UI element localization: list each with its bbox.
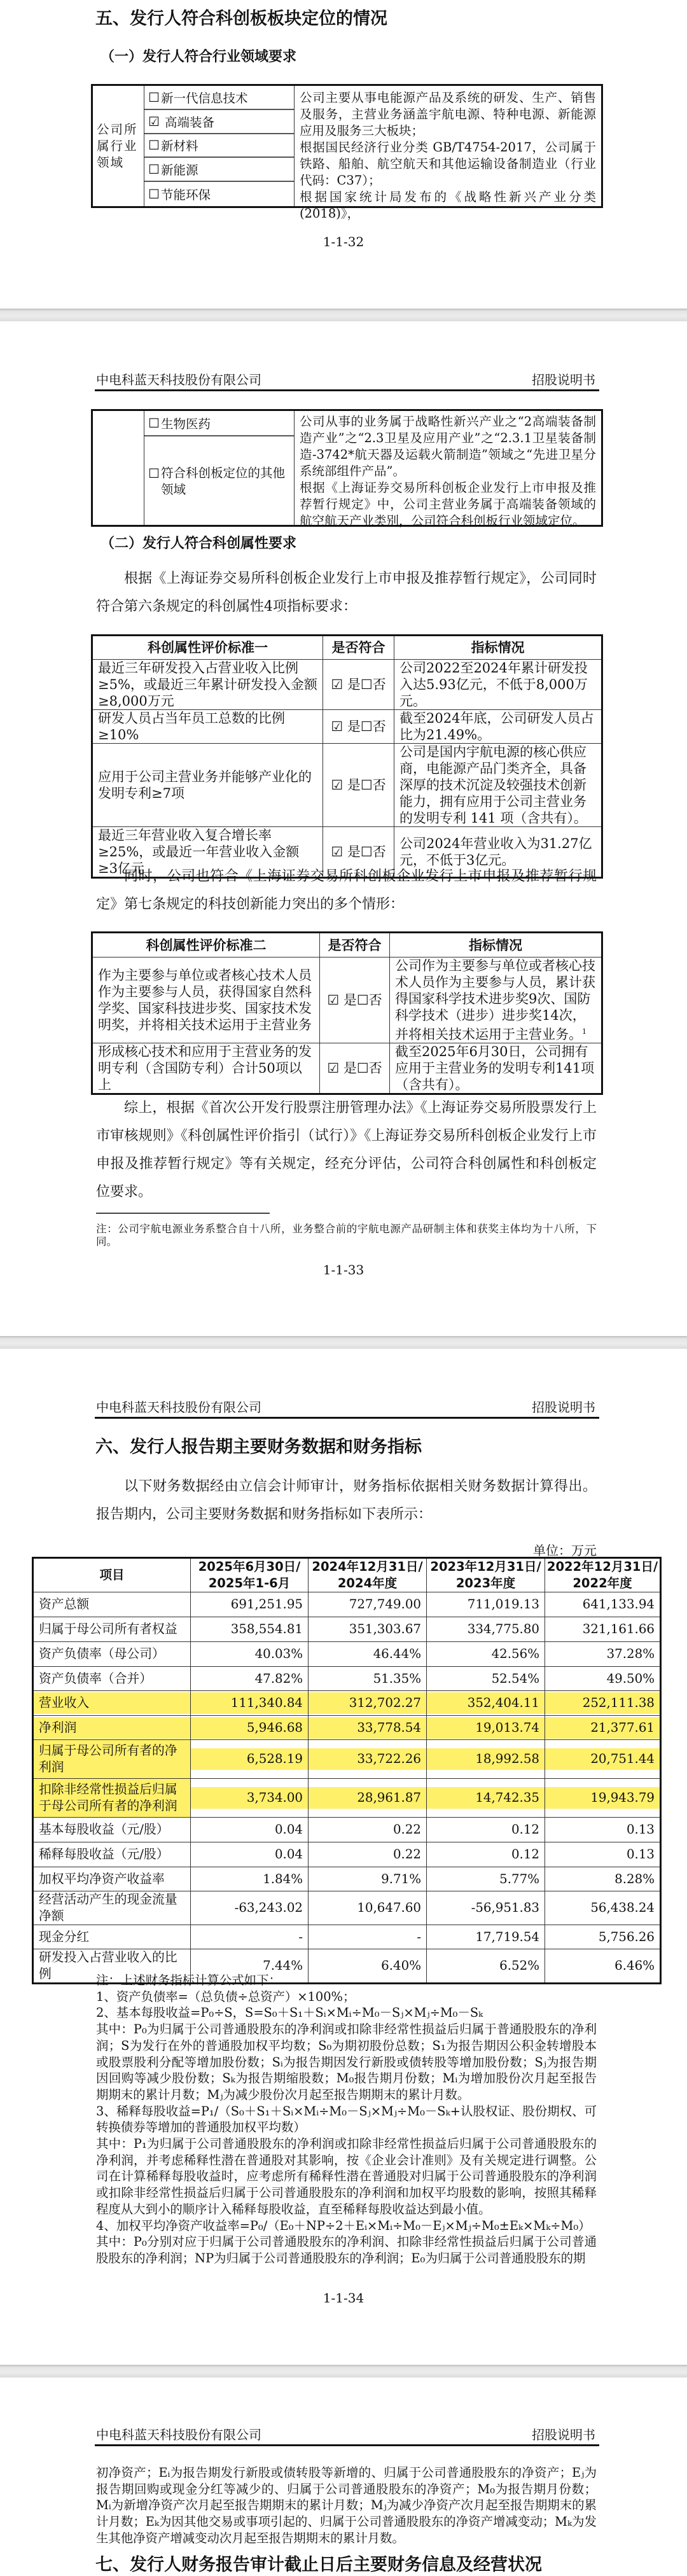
option-label: 新能源 — [160, 163, 198, 178]
value-cell — [191, 1617, 309, 1642]
table-row — [92, 957, 602, 1043]
value-text: 0.22 — [392, 1822, 421, 1837]
status: 截至2024年底，公司研发人员占比为21.49%。 — [394, 710, 602, 744]
value-cell — [545, 1642, 661, 1667]
value-text: 7.44% — [263, 1958, 303, 1973]
formula-note-line: 其中：P₁为归属于公司普通股股东的净利润或扣除非经常性损益后归属于公司普通股股东的净利润，并考虑稀释性潜在普通股对其影响，按《企业会计准则》及有关规定进行调整。公司在计算稀释每股收益时，应考虑所有稀释性潜在普通股对归属于公司普通股股东的净利润或扣除非经常性损益后归属于公司普通股股东的净利润和加权平均股数的影响，按照其稀释程度从大到小的顺序计入稀释每股收益，直至稀释每股收益达到最小值。 — [96, 2136, 597, 2217]
item-text: 加权平均净资产收益率 — [39, 1871, 165, 1886]
industry-option — [144, 86, 294, 110]
value-text: 3,734.00 — [191, 1787, 308, 1809]
value-cell — [191, 1716, 309, 1740]
no-label: 否 — [372, 844, 386, 860]
value-text: 352,404.11 — [427, 1692, 545, 1714]
row-label — [33, 1592, 191, 1617]
value-cell — [309, 1818, 427, 1842]
option-label: 新材料 — [160, 139, 198, 154]
checkbox-icon: ☐ — [360, 844, 373, 860]
status: 公司是国内宇航电源的核心供应商，电能源产品门类齐全，具备深厚的技术沉淀及较强技术创新能力，拥有应用于公司主营业务的发明专利 141 项（含共有）。 — [394, 744, 602, 827]
table-row — [92, 744, 602, 827]
row-label — [33, 1667, 191, 1691]
checkbox-checked-icon: ☑ — [327, 1061, 340, 1076]
table-row — [33, 1842, 661, 1867]
value-text: 49.50% — [606, 1671, 655, 1686]
industry-option — [144, 436, 294, 525]
intro-paragraph: 以下财务数据经由立信会计师审计，财务指标依据相关财务数据计算得出。报告期内，公司主要财务数据和财务指标如下表所示： — [96, 1479, 597, 1522]
value-cell — [309, 1867, 427, 1891]
page-separator — [0, 2365, 687, 2378]
industry-option — [144, 158, 294, 182]
value-text: 351,303.67 — [349, 1622, 421, 1636]
value-cell — [427, 1818, 545, 1842]
value-text: 711,019.13 — [467, 1597, 539, 1612]
table-row — [33, 1818, 661, 1842]
value-cell — [309, 1667, 427, 1691]
value-text: 641,133.94 — [582, 1597, 655, 1612]
value-text: 20,751.44 — [545, 1748, 660, 1770]
value-cell — [309, 1842, 427, 1867]
section-title-5: 五、发行人符合科创板板块定位的情况 — [95, 9, 387, 29]
header-line: 2025年1-6月 — [208, 1576, 291, 1591]
header-line: 2024年12月31日/ — [312, 1559, 423, 1574]
value-cell — [545, 1818, 661, 1842]
item-text: 资产负债率（母公司） — [39, 1647, 165, 1661]
compliance — [323, 660, 394, 710]
page-separator — [0, 1336, 687, 1349]
value-cell — [427, 1779, 545, 1818]
table-row — [92, 1043, 602, 1094]
description-paragraph: 公司主要从事电能源产品及系统的研发、生产、销售及服务，主营业务涵盖宇航电源、特种电源、新能源应用及服务三大板块； — [300, 90, 596, 138]
value-cell — [191, 1691, 309, 1716]
industry-description — [295, 86, 601, 221]
industry-row-label: 公司所属行业领域 — [93, 86, 144, 206]
value-text: -56,951.83 — [471, 1900, 539, 1915]
value-cell — [427, 1667, 545, 1691]
industry-option — [144, 134, 294, 158]
checkbox-icon: ☐ — [148, 415, 160, 431]
table-row — [33, 1667, 661, 1691]
yes-label: 是 — [347, 677, 361, 692]
value-cell — [545, 1740, 661, 1779]
page-number: 1-1-33 — [323, 1262, 364, 1278]
criterion: 作为主要参与单位或者核心技术人员作为主要参与人员，获得国家自然科学奖、国家科技进步奖、国家技术发明奖，并将相关技术运用于主营业务 — [92, 957, 320, 1043]
value-cell — [545, 1691, 661, 1716]
value-text: 691,251.95 — [230, 1597, 303, 1612]
table-row — [33, 1779, 661, 1818]
header-line: 2022年12月31日/ — [546, 1559, 658, 1574]
industry-options — [144, 86, 295, 206]
value-cell — [545, 1842, 661, 1867]
compliance — [323, 710, 394, 744]
section-title-7: 七、发行人财务报告审计截止日后主要财务信息及经营状况 — [95, 2555, 542, 2575]
row-label — [33, 1842, 191, 1867]
value-text: 28,961.87 — [309, 1787, 426, 1809]
column-header: 是否符合 — [323, 636, 394, 660]
header-doc-type: 招股说明书 — [532, 372, 595, 387]
page-number: 1-1-34 — [323, 2290, 364, 2306]
value-cell — [427, 1592, 545, 1617]
item-text: 稀释每股收益（元/股） — [39, 1847, 169, 1862]
yes-label: 是 — [343, 992, 357, 1008]
value-cell — [309, 1740, 427, 1779]
compliance — [320, 957, 390, 1043]
item-text: 研发投入占营业收入的比例 — [39, 1950, 177, 1981]
column-header: 科创属性评价标准一 — [92, 636, 323, 660]
industry-option — [144, 110, 294, 134]
value-text: 8.28% — [614, 1871, 655, 1886]
header-line: 2022年度 — [572, 1576, 632, 1591]
value-text: 51.35% — [373, 1671, 421, 1686]
value-cell — [427, 1740, 545, 1779]
value-text: 9.71% — [381, 1871, 421, 1886]
conclusion-paragraph: 综上，根据《首次公开发行股票注册管理办法》《上海证券交易所股票发行上市审核规则》《科创属性评价指引（试行）》《上海证券交易所科创板企业发行上市申报及推荐暂行规定》等有关规定，经充分评估，公司符合科创属性和科创板定位要求。 — [96, 1100, 597, 1200]
value-text: 6.40% — [381, 1958, 421, 1973]
column-header: 是否符合 — [320, 933, 390, 957]
checkbox-icon: ☐ — [148, 466, 160, 481]
value-text: 18,992.58 — [427, 1748, 545, 1770]
header-line: 2025年6月30日/ — [198, 1559, 301, 1574]
row-label — [33, 1818, 191, 1842]
criterion: 研发人员占当年员工总数的比例≥10% — [92, 710, 323, 744]
checkbox-icon: ☐ — [360, 719, 373, 734]
value-text: 10,647.60 — [357, 1900, 421, 1915]
header-line: 2023年度 — [455, 1576, 516, 1591]
checkbox-icon: ☐ — [360, 677, 373, 692]
no-label: 否 — [372, 777, 386, 793]
value-cell — [309, 1925, 427, 1949]
checkbox-icon: ☐ — [148, 137, 160, 153]
column-header — [33, 1558, 191, 1592]
value-text: 14,742.35 — [427, 1787, 545, 1809]
row-label — [33, 1716, 191, 1740]
option-label: 符合科创板定位的其他领域 — [160, 466, 285, 497]
value-cell — [309, 1691, 427, 1716]
value-cell — [191, 1740, 309, 1779]
industry-table-continued — [91, 409, 603, 527]
item-text: 资产负债率（合并） — [39, 1671, 153, 1686]
value-cell — [545, 1891, 661, 1925]
value-cell — [427, 1867, 545, 1891]
value-cell — [191, 1667, 309, 1691]
value-cell — [427, 1642, 545, 1667]
checkbox-icon: ☐ — [356, 1061, 369, 1076]
section-title-6: 六、发行人报告期主要财务数据和财务指标 — [95, 1437, 422, 1457]
formula-note-line: 3、稀释每股收益=P₁/（S₀＋S₁＋Sᵢ×Mᵢ÷M₀－Sⱼ×Mⱼ÷M₀－Sₖ+认股权证、股份期权、可转换债券等增加的普通股加权平均数） — [96, 2103, 597, 2135]
value-cell — [191, 1867, 309, 1891]
value-cell — [545, 1592, 661, 1617]
row-label — [33, 1691, 191, 1716]
value-cell — [191, 1642, 309, 1667]
subsection-title-attribute: （二）发行人符合科创属性要求 — [101, 536, 297, 552]
checkbox-checked-icon: ☑ — [331, 677, 344, 692]
footnote: 注：公司宇航电源业务系整合自十八所，业务整合前的宇航电源产品研制主体和获奖主体均为十八所，下同。 — [96, 1223, 597, 1248]
value-cell — [427, 1716, 545, 1740]
column-header — [545, 1558, 661, 1592]
value-text: 56,438.24 — [590, 1900, 655, 1915]
formula-note-line: 2、基本每股收益=P₀÷S，S=S₀＋S₁＋Sᵢ×Mᵢ÷M₀－Sⱼ×Mⱼ÷M₀－Sₖ — [96, 2005, 483, 2021]
column-header: 科创属性评价标准二 — [92, 933, 320, 957]
value-cell — [545, 1779, 661, 1818]
value-cell — [191, 1779, 309, 1818]
formula-note-line: 其中：P₀分别对应于归属于公司普通股股东的净利润、扣除非经常性损益后归属于公司普通股股东的净利润；NP为归属于公司普通股股东的净利润；E₀为归属于公司普通股股东的期 — [96, 2234, 597, 2266]
header-doc-type: 招股说明书 — [532, 2427, 595, 2442]
table-row — [33, 1891, 661, 1925]
checkbox-checked-icon: ☑ — [148, 113, 160, 129]
value-text: 37.28% — [606, 1647, 655, 1661]
value-text: 5,946.68 — [191, 1717, 308, 1739]
value-text: 321,161.66 — [582, 1622, 655, 1636]
value-text: 33,722.26 — [309, 1748, 426, 1770]
column-header — [427, 1558, 545, 1592]
value-text: -63,243.02 — [234, 1900, 303, 1915]
standard1-table — [91, 634, 603, 879]
page-separator — [0, 309, 687, 321]
table-row — [33, 1867, 661, 1891]
value-cell — [191, 1842, 309, 1867]
column-header: 指标情况 — [390, 933, 602, 957]
table-header-row — [33, 1558, 661, 1592]
value-text: - — [417, 1929, 421, 1944]
status: 截至2025年6月30日，公司拥有应用于主营业务的发明专利141项（含共有）。 — [390, 1043, 602, 1094]
no-label: 否 — [372, 677, 386, 692]
value-text: 19,943.79 — [545, 1787, 660, 1809]
table-row — [33, 1925, 661, 1949]
value-text: 19,013.74 — [427, 1717, 545, 1739]
page-header — [95, 372, 599, 391]
criterion: 最近三年研发投入占营业收入比例≥5%，或最近三年累计研发投入金额≥8,000万元 — [92, 660, 323, 710]
value-text: 0.22 — [392, 1847, 421, 1862]
value-text: 46.44% — [373, 1647, 421, 1661]
value-cell — [191, 1818, 309, 1842]
value-cell — [545, 1617, 661, 1642]
checkbox-checked-icon: ☑ — [331, 844, 344, 860]
value-cell — [427, 1891, 545, 1925]
row-label — [33, 1740, 191, 1779]
row-label — [33, 1779, 191, 1818]
value-cell — [427, 1691, 545, 1716]
header-company: 中电科蓝天科技股份有限公司 — [96, 2427, 261, 2442]
value-text: 33,778.54 — [309, 1717, 426, 1739]
header-line: 2023年12月31日/ — [430, 1559, 541, 1574]
value-cell — [545, 1925, 661, 1949]
value-text: 0.12 — [511, 1822, 539, 1837]
table-row — [92, 710, 602, 744]
yes-label: 是 — [343, 1061, 357, 1076]
option-label: 生物医药 — [160, 417, 211, 431]
no-label: 否 — [368, 992, 382, 1008]
value-text: 312,702.27 — [309, 1692, 426, 1714]
description-paragraph: 公司从事的业务属于战略性新兴产业之“2高端装备制造产业”之“2.3卫星及应用产业”之“2.3.1卫星装备制造-3742*航天器及运载火箭制造”领域之“先进卫星分系统部组件产品”。 — [300, 414, 596, 478]
value-text: 42.56% — [491, 1647, 539, 1661]
description-paragraph: 根据国民经济行业分类 GB/T4754-2017，公司属于铁路、船舶、航空航天和其他运输设备制造业（行业代码：C37）； — [300, 140, 596, 188]
subsection-title-industry: （一）发行人符合行业领域要求 — [101, 49, 297, 65]
value-text: 0.04 — [274, 1847, 303, 1862]
formula-notes — [96, 1972, 597, 2267]
table-row — [92, 660, 602, 710]
row-label — [33, 1925, 191, 1949]
value-text: 21,377.61 — [545, 1717, 660, 1739]
value-cell — [427, 1842, 545, 1867]
checkbox-icon: ☐ — [356, 992, 369, 1008]
formula-note-line: 注：上述财务指标计算公式如下： — [96, 1973, 281, 1988]
value-cell — [427, 1925, 545, 1949]
formula-note-line: 1、资产负债率=（总负债÷总资产）×100%； — [96, 1989, 356, 2004]
value-text: - — [298, 1929, 303, 1944]
column-header — [191, 1558, 309, 1592]
value-text: 358,554.81 — [230, 1622, 303, 1636]
value-text: 0.12 — [511, 1847, 539, 1862]
second-paragraph: 同时，公司也符合《上海证券交易所科创板企业发行上市申报及推荐暂行规定》第七条规定的科技创新能力突出的多个情形： — [96, 868, 597, 912]
description-paragraph: 根据《上海证券交易所科创板企业发行上市申报及推荐暂行规定》中，公司主营业务属于高端装备领域的航空航天产业类别，公司符合科创板行业领域定位。 — [300, 480, 596, 528]
industry-description — [295, 411, 601, 528]
value-text: 47.82% — [254, 1671, 303, 1686]
value-cell — [309, 1592, 427, 1617]
row-label — [33, 1642, 191, 1667]
value-text: 52.54% — [491, 1671, 539, 1686]
table-row — [33, 1740, 661, 1779]
value-text: 40.03% — [254, 1647, 303, 1661]
checkbox-checked-icon: ☑ — [331, 777, 344, 793]
row-label — [33, 1867, 191, 1891]
page-number: 1-1-32 — [323, 234, 364, 249]
header-line: 2024年度 — [337, 1576, 398, 1591]
value-text: 1.84% — [263, 1871, 303, 1886]
value-text: 5.77% — [499, 1871, 539, 1886]
value-text: 111,340.84 — [191, 1692, 308, 1714]
row-label — [33, 1617, 191, 1642]
value-text: 6,528.19 — [191, 1748, 308, 1770]
checkbox-checked-icon: ☑ — [327, 992, 340, 1008]
value-text: 0.04 — [274, 1822, 303, 1837]
column-header — [309, 1558, 427, 1592]
page-header — [95, 1400, 599, 1419]
yes-label: 是 — [347, 777, 361, 793]
table-row — [33, 1592, 661, 1617]
item-text: 资产总额 — [39, 1597, 90, 1612]
item-text: 净利润 — [34, 1717, 190, 1739]
table-row — [33, 1642, 661, 1667]
header-company: 中电科蓝天科技股份有限公司 — [96, 1400, 261, 1415]
checkbox-icon: ☐ — [148, 186, 160, 202]
status-text: 公司作为主要参与单位或者核心技术人员作为主要参与人员，累计获得国家科学技术进步奖9次、国防科学技术（进步）进步奖14次，并将相关技术运用于主营业务。 — [395, 958, 595, 1042]
item-text: 扣除非经常性损益后归属于母公司所有者的净利润 — [34, 1779, 190, 1817]
value-cell — [545, 1667, 661, 1691]
value-cell — [191, 1891, 309, 1925]
item-text: 营业收入 — [34, 1692, 190, 1714]
industry-option — [144, 182, 294, 206]
value-text: 727,749.00 — [349, 1597, 421, 1612]
value-text: 0.13 — [626, 1847, 655, 1862]
value-cell — [309, 1891, 427, 1925]
criterion: 形成核心技术和应用于主营业务的发明专利（含国防专利）合计50项以上 — [92, 1043, 320, 1094]
value-text: 334,775.80 — [467, 1622, 539, 1636]
footnote-ref[interactable]: 1 — [582, 1027, 586, 1036]
industry-table — [91, 84, 603, 221]
header-company: 中电科蓝天科技股份有限公司 — [96, 372, 261, 387]
value-text: 0.13 — [626, 1822, 655, 1837]
table-row — [33, 1617, 661, 1642]
table-row — [33, 1716, 661, 1740]
no-label: 否 — [372, 719, 386, 734]
status: 公司2024年营业收入为31.27亿元，不低于3亿元。 — [394, 827, 602, 878]
table-row — [33, 1691, 661, 1716]
value-text: 6.52% — [499, 1958, 539, 1973]
no-label: 否 — [368, 1061, 382, 1076]
value-cell — [545, 1716, 661, 1740]
header-doc-type: 招股说明书 — [532, 1400, 595, 1415]
footnote-divider — [96, 1213, 270, 1214]
value-cell — [309, 1617, 427, 1642]
value-text: 6.46% — [614, 1958, 655, 1973]
formula-notes-continued: 初净资产；Eᵢ为报告期发行新股或债转股等新增的、归属于公司普通股股东的净资产；Eⱼ为报告期回购或现金分红等减少的、归属于公司普通股股东的净资产；M₀为报告期月份数；Mᵢ为新增净资产次月起至报告期期末的累计月数；Mⱼ为减少净资产次月起至报告期期末的累计月数；Eₖ为因其他交易或事项引起的、归属于公司普通股股东的净资产增减变动；Mₖ为发生其他净资产增减变动次月起至报告期期末的累计月数。 — [96, 2465, 597, 2545]
formula-note-line: 其中：P₀为归属于公司普通股股东的净利润或扣除非经常性损益后归属于普通股股东的净利润；S为发行在外的普通股加权平均数；S₀为期初股份总数；S₁为报告期因公积金转增股本或股票股利分配等增加股份数；Sᵢ为报告期因发行新股或债转股等增加股份数；Sⱼ为报告期因回购等减少股份数；Sₖ为报告期缩股数；M₀报告期月份数；Mᵢ为增加股份次月起至报告期期末的累计月数；Mⱼ为减少股份次月起至报告期期末的累计月数。 — [96, 2022, 597, 2102]
financial-table — [32, 1557, 662, 1984]
criterion: 最近三年营业收入复合增长率≥25%，或最近一年营业收入金额≥3亿元 — [92, 827, 323, 878]
page-header — [95, 2427, 599, 2446]
value-cell — [545, 1867, 661, 1891]
item-text: 归属于母公司所有者的净利润 — [34, 1740, 190, 1778]
industry-option — [144, 411, 294, 436]
compliance — [320, 1043, 390, 1094]
value-cell — [309, 1716, 427, 1740]
criterion: 应用于公司主营业务并能够产业化的发明专利≥7项 — [92, 744, 323, 827]
checkbox-icon: ☐ — [148, 89, 160, 105]
value-cell — [191, 1592, 309, 1617]
checkbox-checked-icon: ☑ — [331, 719, 344, 734]
yes-label: 是 — [347, 719, 361, 734]
row-label — [33, 1891, 191, 1925]
value-cell — [191, 1925, 309, 1949]
item-text: 基本每股收益（元/股） — [39, 1822, 169, 1837]
checkbox-icon: ☐ — [148, 162, 160, 178]
option-label: 高端装备 — [164, 115, 214, 130]
compliance — [323, 744, 394, 827]
value-cell — [427, 1617, 545, 1642]
item-text: 经营活动产生的现金流量净额 — [39, 1892, 177, 1923]
item-text: 现金分红 — [39, 1929, 90, 1944]
yes-label: 是 — [347, 844, 361, 860]
value-cell — [309, 1642, 427, 1667]
value-text: 5,756.26 — [598, 1929, 655, 1944]
value-cell — [309, 1779, 427, 1818]
checkbox-icon: ☐ — [360, 777, 373, 793]
status: 公司2022至2024年累计研发投入达5.93亿元，不低于8,000万元。 — [394, 660, 602, 710]
description-paragraph: 根据国家统计局发布的《战略性新兴产业分类(2018)》， — [300, 190, 596, 221]
status — [390, 957, 602, 1043]
value-text: 252,111.38 — [545, 1692, 660, 1714]
option-label: 新一代信息技术 — [160, 90, 248, 106]
header-line: 项目 — [99, 1568, 125, 1582]
unit-label: 单位：万元 — [533, 1543, 597, 1558]
column-header: 指标情况 — [394, 636, 602, 660]
formula-note-line: 4、加权平均净资产收益率=P₀/（E₀＋NP÷2＋Eᵢ×Mᵢ÷M₀－Eⱼ×Mⱼ÷M₀±Eₖ×Mₖ÷M₀） — [96, 2218, 591, 2233]
standard2-table — [91, 931, 603, 1095]
intro-paragraph: 根据《上海证券交易所科创板企业发行上市申报及推荐暂行规定》，公司同时符合第六条规定的科创属性4项指标要求： — [96, 571, 597, 615]
value-text: 17,719.54 — [475, 1929, 539, 1944]
item-text: 归属于母公司所有者权益 — [39, 1622, 177, 1636]
option-label: 节能环保 — [160, 188, 211, 203]
